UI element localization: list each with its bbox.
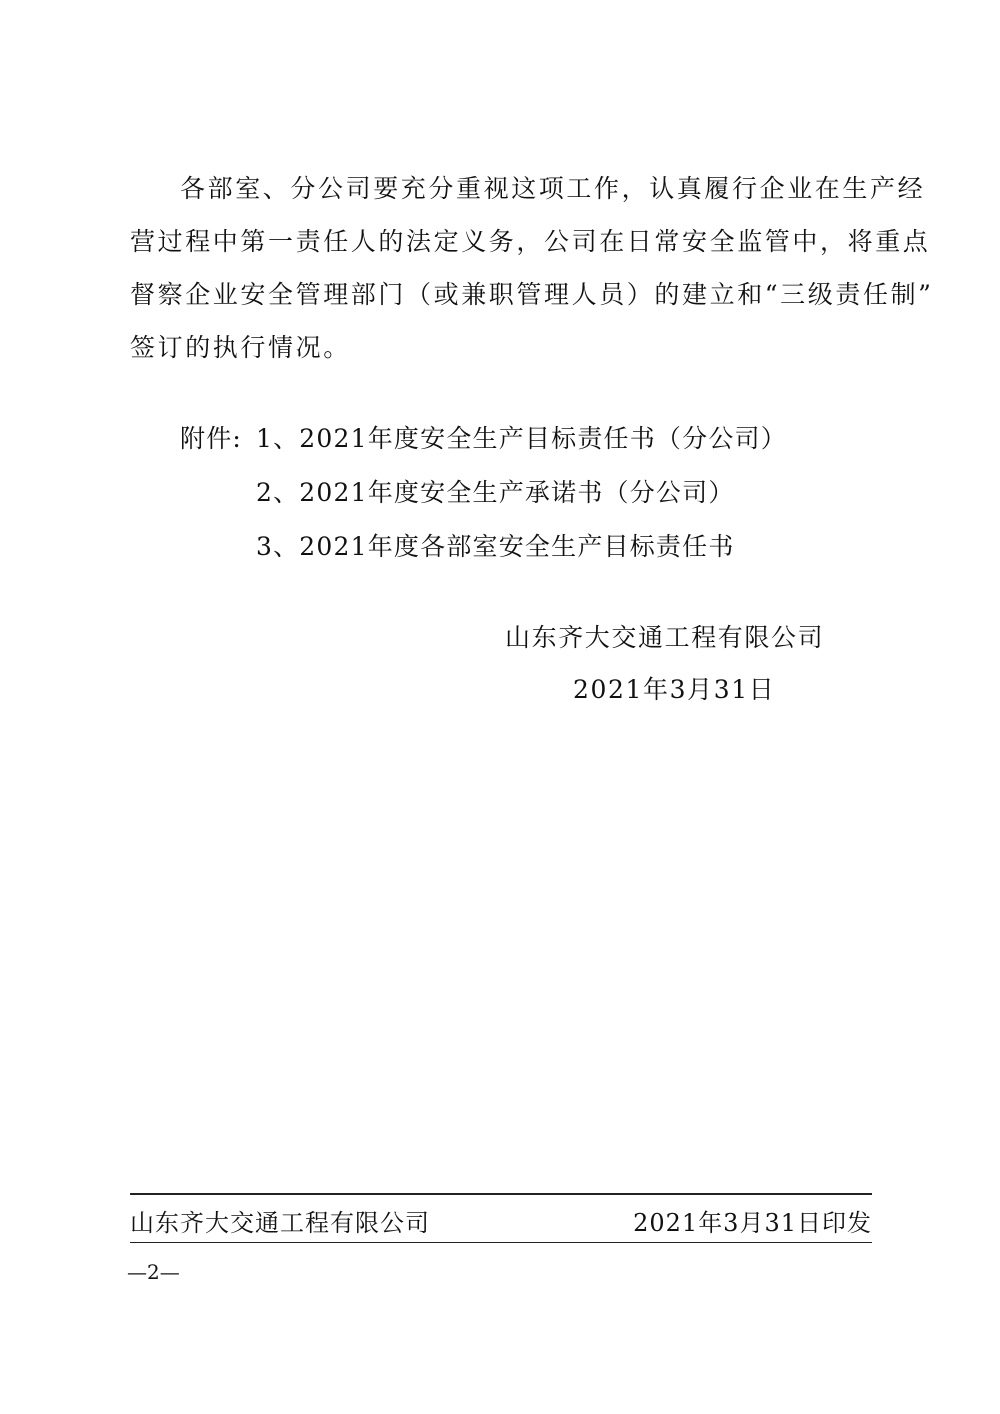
signature-block xyxy=(505,612,824,716)
attachment-item xyxy=(180,412,787,466)
footer-issue-date: 2021年3月31日印发 xyxy=(633,1209,872,1237)
paragraph-line: 各部室、分公司要充分重视这项工作，认真履行企业在生产经 xyxy=(180,174,926,203)
signature-date: 2021年3月31日 xyxy=(573,675,776,704)
attachment-title: 2、2021年度安全生产承诺书（分公司） xyxy=(256,478,735,507)
body-paragraph xyxy=(130,162,934,374)
paragraph-line: 签订的执行情况。 xyxy=(130,333,351,362)
attachment-title: 3、2021年度各部室安全生产目标责任书 xyxy=(256,532,735,561)
footer-issuer: 山东齐大交通工程有限公司 xyxy=(130,1209,430,1237)
attachment-item xyxy=(180,520,787,574)
page-number: —2— xyxy=(127,1260,180,1284)
attachment-item xyxy=(180,466,787,520)
attachments-list xyxy=(180,412,787,574)
paragraph-line: 督察企业安全管理部门（或兼职管理人员）的建立和“三级责任制” xyxy=(130,280,934,309)
attachment-title: 1、2021年度安全生产目标责任书（分公司） xyxy=(256,424,787,453)
attachments-label: 附件: xyxy=(180,424,243,453)
footer-bottom-rule xyxy=(130,1242,872,1243)
footer-top-rule xyxy=(130,1193,872,1195)
signature-organization: 山东齐大交通工程有限公司 xyxy=(505,623,825,652)
paragraph-line: 营过程中第一责任人的法定义务，公司在日常安全监管中，将重点 xyxy=(130,227,931,256)
